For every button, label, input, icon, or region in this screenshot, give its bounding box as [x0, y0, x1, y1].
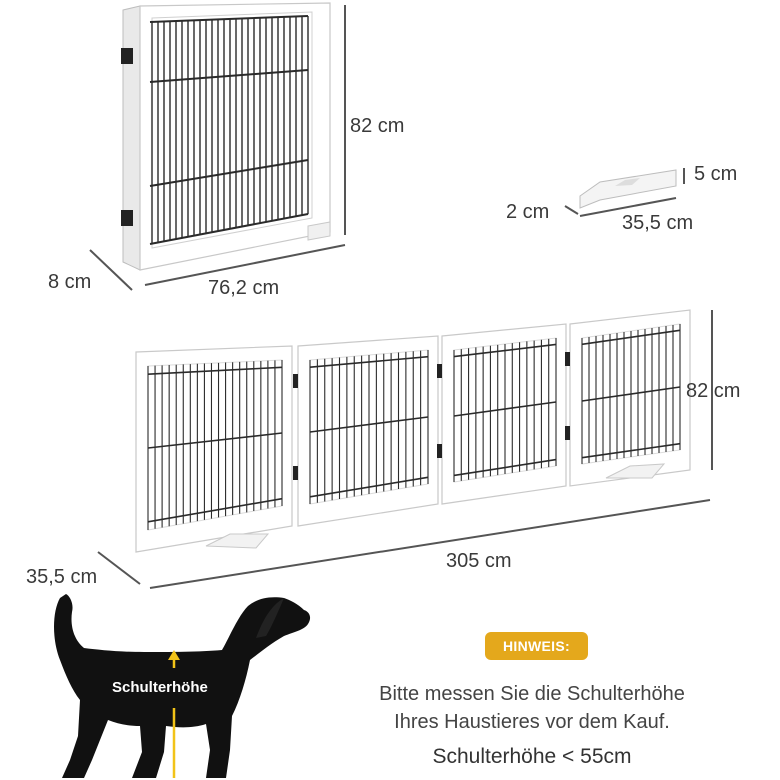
single-panel	[121, 3, 330, 270]
gate-length-label: 305 cm	[446, 550, 512, 572]
foot-thickness-label: 2 cm	[506, 201, 550, 223]
gate-depth-label: 35,5 cm	[26, 566, 98, 588]
foot-length-label: 35,5 cm	[622, 212, 694, 234]
foot-height-label: 5 cm	[694, 163, 738, 185]
shoulder-height-label: Schulterhöhe	[112, 679, 208, 696]
panel-depth-label: 8 cm	[48, 271, 92, 293]
panel-height-label: 82 cm	[350, 115, 405, 137]
hint-line-2: Ihres Haustieres vor dem Kauf.	[394, 711, 670, 733]
shoulder-height-limit: Schulterhöhe < 55cm	[432, 745, 632, 768]
hint-line-1: Bitte messen Sie die Schulterhöhe	[379, 683, 685, 705]
foot-support	[580, 170, 676, 208]
gate-height-label: 82 cm	[686, 380, 741, 402]
panel-width-label: 76,2 cm	[208, 277, 280, 299]
hint-badge: HINWEIS:	[485, 632, 588, 660]
